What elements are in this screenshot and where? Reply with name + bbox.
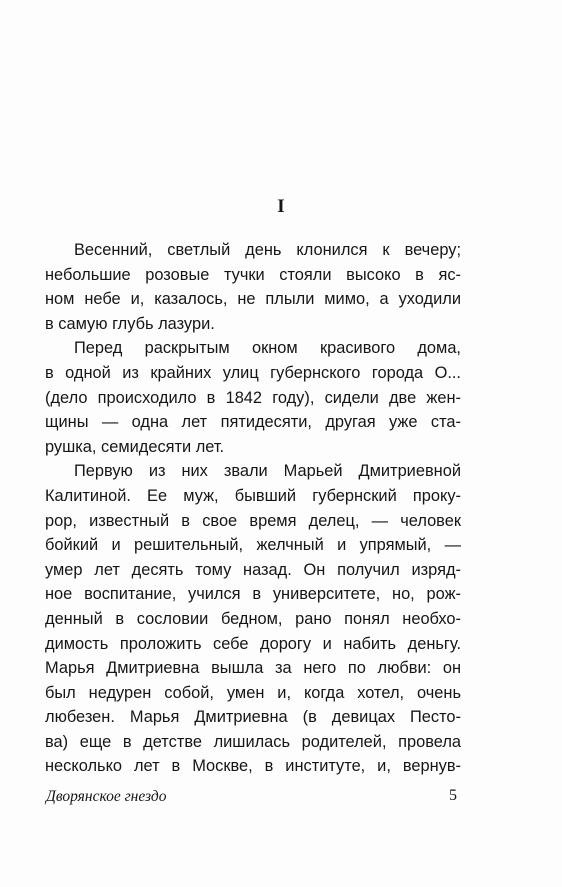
text-line: в одной из крайних улиц губернского города О... xyxy=(45,363,461,382)
text-line: Перед раскрытым окном красивого дома, xyxy=(74,339,461,358)
text-line: бойкий и решительный, желчный и упрямый, — xyxy=(45,536,461,555)
paragraph xyxy=(45,459,461,779)
text-line: рушка, семидесяти лет. xyxy=(45,437,225,456)
text-line: в самую глубь лазури. xyxy=(45,314,215,333)
body-text xyxy=(45,238,461,779)
text-line: был недурен собой, умен и, когда хотел, очень xyxy=(45,683,461,702)
text-line: Весенний, светлый день клонился к вечеру; xyxy=(74,241,461,259)
text-line: (дело происходило в 1842 году), сидели две жен- xyxy=(45,388,461,407)
text-line: ное воспитание, учился в университете, но, рож- xyxy=(45,585,461,604)
text-line: денный в сословии бедном, рано понял необхо- xyxy=(45,609,461,628)
text-line: рор, известный в свое время делец, — человек xyxy=(45,511,461,530)
text-line: небольшие розовые тучки стояли высоко в яс- xyxy=(45,265,461,284)
text-line: несколько лет в Москве, в институте, и, вернув- xyxy=(45,757,461,776)
text-line: Марья Дмитриевна вышла за него по любви: он xyxy=(45,659,461,678)
text-line: умер лет десять тому назад. Он получил изряд- xyxy=(45,560,461,579)
paragraph xyxy=(45,336,461,459)
chapter-number: I xyxy=(277,196,285,217)
paragraph xyxy=(45,238,461,336)
text-line: димость проложить себе дорогу и набить деньгу. xyxy=(45,634,461,653)
page-number: 5 xyxy=(449,787,457,804)
text-line: щины — одна лет пятидесяти, другая уже ста- xyxy=(45,413,461,432)
running-footer-title: Дворянское гнездо xyxy=(46,788,167,805)
text-line: любезен. Марья Дмитриевна (в девицах Песто- xyxy=(45,708,461,727)
text-line: Калитиной. Ее муж, бывший губернский проку- xyxy=(45,486,461,505)
text-line: ва) еще в детстве лишилась родителей, провела xyxy=(45,732,461,751)
text-line: ном небе и, казалось, не плыли мимо, а уходили xyxy=(45,290,461,309)
text-line: Первую из них звали Марьей Дмитриевной xyxy=(74,462,461,481)
